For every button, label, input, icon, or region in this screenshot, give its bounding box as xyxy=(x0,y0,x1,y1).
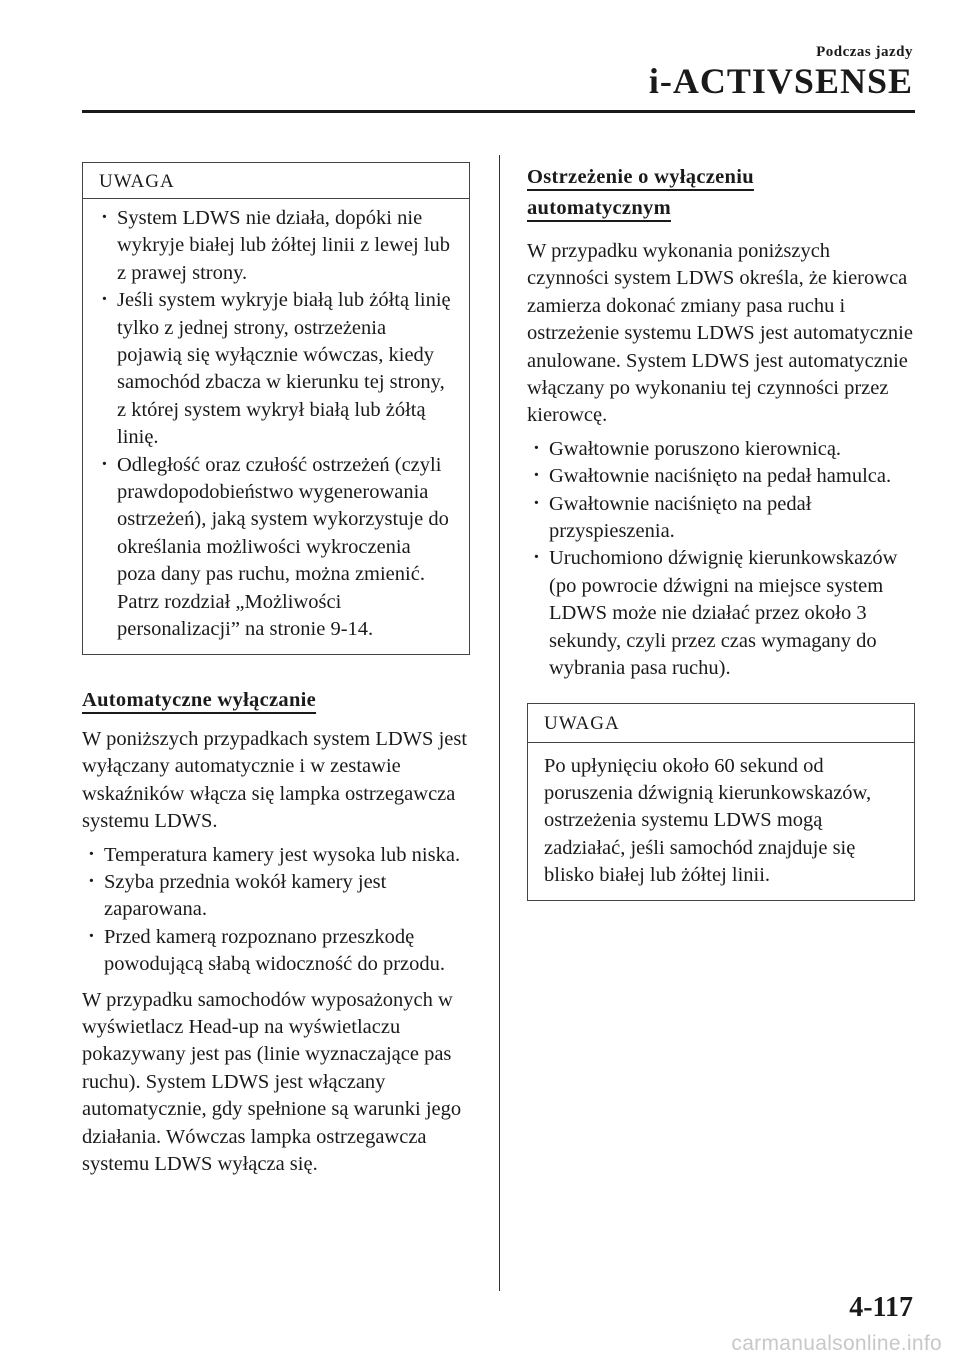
column-divider xyxy=(499,155,500,1291)
heading-line-2: automatycznym xyxy=(527,197,671,219)
list-item: · Uruchomiono dźwignię kierunkowskazów (po powrocie dźwigni na miejsce system LDWS może nie działać przez około 3 sekundy, czyli przez czas wymagany do wybrania pasa ruchu). xyxy=(531,545,915,682)
page-number: 4-117 xyxy=(849,1292,913,1323)
list-item: · Gwałtownie poruszono kierownicą. xyxy=(531,436,915,463)
list-item-text: Odległość oraz czułość ostrzeżeń (czyli prawdopodobieństwo wygenerowania ostrzeżeń), jaką system wykorzystuje do określania możliwości wykroczenia poza dany pas ruchu, można zmienić. xyxy=(117,453,449,586)
chapter-title: i-ACTIVSENSE xyxy=(648,61,913,101)
list-item: · Przed kamerą rozpoznano przeszkodę powodującą słabą widoczność do przodu. xyxy=(86,924,470,979)
note-body: Po upłynięciu około 60 sekund od poruszenia dźwignią kierunkowskazów, ostrzeżenia systemu LDWS mogą zadziałać, jeśli samochód znajduje się blisko białej lub żółtej linii. xyxy=(544,754,872,887)
list-item: · Gwałtownie naciśnięto na pedał hamulca. xyxy=(531,463,915,490)
list-item: · Gwałtownie naciśnięto na pedał przyspieszenia. xyxy=(531,491,915,546)
auto-off-intro: W poniższych przypadkach system LDWS jest wyłączany automatycznie i w zestawie wskaźników włącza się lampka ostrzegawcza systemu LDWS. xyxy=(82,727,468,833)
auto-off-list xyxy=(86,842,470,979)
left-column xyxy=(82,162,470,1178)
heading-text: Automatyczne wyłączanie xyxy=(82,688,317,711)
list-item: · Temperatura kamery jest wysoka lub niska. xyxy=(86,842,470,869)
page-reference: Patrz rozdział „Możliwości personalizacji” na stronie 9-14. xyxy=(117,590,374,641)
list-item: · System LDWS nie działa, dopóki nie wykryje białej lub żółtej linii z lewej lub z prawej strony. xyxy=(99,205,453,287)
note-list xyxy=(99,205,453,644)
note-title: UWAGA xyxy=(528,704,914,743)
header-rule xyxy=(82,110,915,113)
watermark: carmanualsonline.info xyxy=(731,1332,942,1355)
note-box-turn-signal xyxy=(527,703,915,901)
heading-line-1: Ostrzeżenie o wyłączeniu xyxy=(527,166,754,188)
right-column xyxy=(527,162,915,901)
auto-cancel-heading xyxy=(527,162,915,224)
auto-cancel-intro: W przypadku wykonania poniższych czynności system LDWS określa, że kierowca zamierza dokonać zmiany pasa ruchu i ostrzeżenie systemu LDWS jest automatycznie anulowane. System LDWS jest automatycznie włączany po wykonaniu tej czynności przez kierowcę. xyxy=(527,240,913,427)
section-title: Podczas jazdy xyxy=(816,44,913,60)
auto-off-heading xyxy=(82,687,470,714)
auto-cancel-list xyxy=(531,436,915,683)
list-item: · Jeśli system wykryje białą lub żółtą linię tylko z jednej strony, ostrzeżenia pojawią się wyłącznie wówczas, kiedy samochód zbacza w kierunku tej strony, z której system wykrył białą lub żółtą linię. xyxy=(99,287,453,451)
page-header xyxy=(649,44,913,101)
note-title: UWAGA xyxy=(83,163,469,199)
note-box-ldws-lines xyxy=(82,162,470,655)
list-item: · Szyba przednia wokół kamery jest zaparowana. xyxy=(86,869,470,924)
list-item xyxy=(99,452,453,644)
note-body xyxy=(83,199,469,654)
hud-paragraph: W przypadku samochodów wyposażonych w wyświetlacz Head-up na wyświetlaczu pokazywany jest pas (linie wyznaczające pas ruchu). System LDWS jest włączany automatycznie, gdy spełnione są warunki jego działania. Wówczas lampka ostrzegawcza systemu LDWS wyłącza się. xyxy=(82,988,462,1175)
